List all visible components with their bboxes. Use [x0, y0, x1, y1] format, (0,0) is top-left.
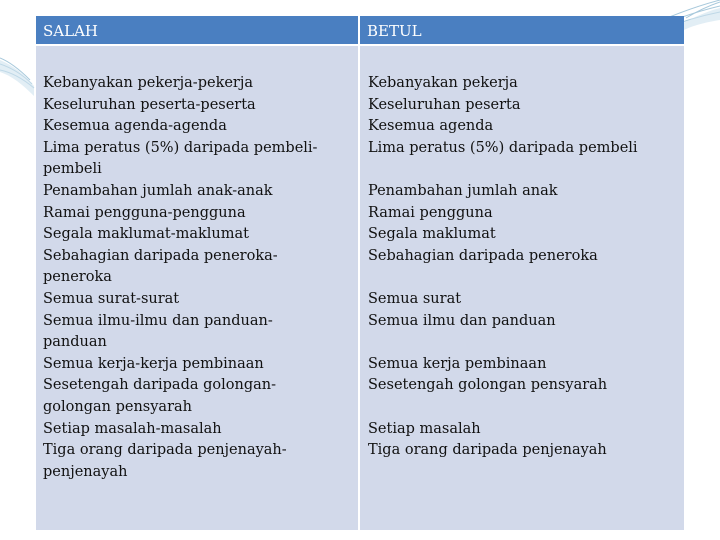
salah-line: Semua ilmu-ilmu dan panduan-: [43, 312, 273, 329]
salah-column-cell: [36, 46, 360, 530]
betul-line: [368, 462, 672, 484]
betul-line: Semua kerja pembinaan: [368, 355, 547, 372]
betul-line: Setiap masalah: [368, 420, 481, 437]
betul-line: Sebahagian daripada peneroka: [368, 247, 598, 264]
comparison-table: [36, 16, 684, 530]
betul-line: [368, 267, 672, 289]
betul-line: [368, 332, 672, 354]
salah-line: Sesetengah daripada golongan-: [43, 377, 276, 394]
salah-line: Lima peratus (5%) daripada pembeli-: [43, 139, 318, 156]
betul-line: Kebanyakan pekerja: [368, 75, 518, 91]
salah-line: peneroka: [43, 269, 112, 286]
betul-line: Ramai pengguna: [368, 204, 493, 221]
betul-column-cell: [360, 46, 684, 530]
salah-line: penjenayah: [43, 463, 128, 480]
column-header-salah: SALAH: [36, 16, 360, 46]
betul-line: Kesemua agenda: [368, 118, 494, 135]
betul-line: Semua surat: [368, 290, 462, 307]
betul-line: Segala maklumat: [368, 226, 496, 243]
salah-line: Semua kerja-kerja pembinaan: [43, 355, 264, 372]
salah-line: Kebanyakan pekerja-pekerja: [43, 75, 254, 91]
salah-line: Semua surat-surat: [43, 290, 180, 307]
salah-line: panduan: [43, 334, 107, 351]
salah-line: Setiap masalah-masalah: [43, 420, 222, 437]
salah-line: Penambahan jumlah anak-anak: [43, 182, 273, 199]
salah-line: Kesemua agenda-agenda: [43, 118, 227, 135]
betul-line: Semua ilmu dan panduan: [368, 312, 556, 329]
column-header-betul: BETUL: [360, 16, 684, 46]
salah-line: Segala maklumat-maklumat: [43, 226, 249, 243]
salah-line: pembeli: [43, 161, 102, 178]
salah-line: Keseluruhan peserta-peserta: [43, 96, 256, 113]
salah-line: Sebahagian daripada peneroka-: [43, 247, 278, 264]
betul-line: Lima peratus (5%) daripada pembeli: [368, 139, 638, 156]
salah-line: golongan pensyarah: [43, 398, 192, 415]
betul-line: Penambahan jumlah anak: [368, 182, 558, 199]
betul-line: [368, 159, 672, 181]
betul-line: [368, 397, 672, 419]
salah-line: Ramai pengguna-pengguna: [43, 204, 246, 221]
betul-line: Sesetengah golongan pensyarah: [368, 377, 608, 394]
betul-line: Keseluruhan peserta: [368, 96, 521, 113]
betul-line: Tiga orang daripada penjenayah: [368, 442, 607, 459]
salah-line: Tiga orang daripada penjenayah-: [43, 442, 287, 459]
